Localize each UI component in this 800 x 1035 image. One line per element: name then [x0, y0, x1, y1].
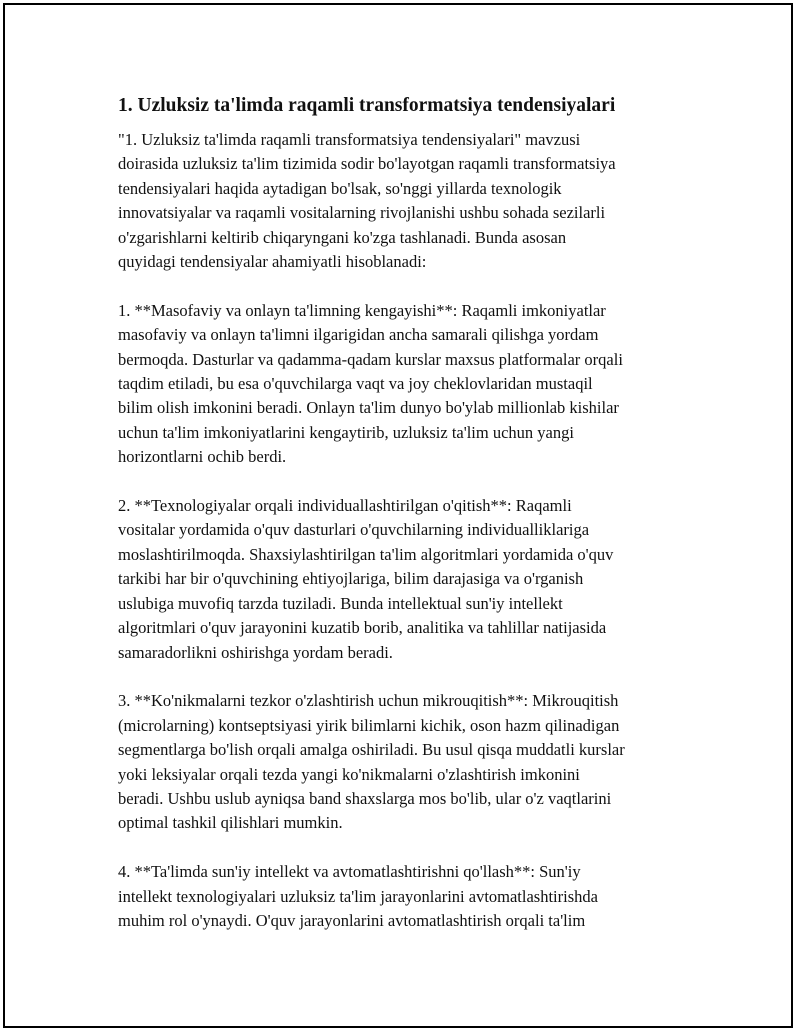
document-title: 1. Uzluksiz ta'limda raqamli transformatsiya tendensiyalari: [118, 95, 616, 116]
document-body: [118, 92, 708, 958]
paragraph-3: 3. **Ko'nikmalarni tezkor o'zlashtirish uchun mikrouqitish**: Mikrouqitish (microlarning) kontseptsiyasi yirik bilimlarni kichik, oson hazm qilinadigan segmentlarga bo'lish orqali amalga oshiriladi. Bu usul qisqa muddatli kurslar yoki leksiyalar orqali tezda yangi ko'nikmalarni o'zlashtirish imkonini beradi. Ushbu uslub ayniqsa band shaxslarga mos bo'lib, ular o'z vaqtlarini optimal tashkil qilishlari mumkin.: [118, 691, 625, 833]
paragraph-2: 2. **Texnologiyalar orqali individuallashtirilgan o'qitish**: Raqamli vositalar yordamida o'quv dasturlari o'quvchilarning individualliklariga moslashtirilmoqda. Shaxsiylashtirilgan ta'lim algoritmlari yordamida o'quv tarkibi har bir o'quvchining ehtiyojlariga, bilim darajasiga va o'rganish uslubiga muvofiq tarzda tuziladi. Bunda intellektual sun'iy intellekt algoritmlari o'quv jarayonini kuzatib borib, analitika va tahlillar natijasida samaradorlikni oshirishga yordam beradi.: [118, 496, 614, 662]
paragraph-1: 1. **Masofaviy va onlayn ta'limning kengayishi**: Raqamli imkoniyatlar masofaviy va onlayn ta'limni ilgarigidan ancha samarali qilishga yordam bermoqda. Dasturlar va qadamma-qadam kurslar maxsus platformalar orqali taqdim etiladi, bu esa o'quvchilarga vaqt va joy cheklovlaridan mustaqil bilim olish imkonini beradi. Onlayn ta'lim dunyo bo'ylab millionlab kishilar uchun ta'lim imkoniyatlarini kengaytirib, uzluksiz ta'lim uchun yangi horizontlarni ochib berdi.: [118, 300, 623, 467]
paragraph-4: 4. **Ta'limda sun'iy intellekt va avtomatlashtirishni qo'llash**: Sun'iy intellekt texnologiyalari uzluksiz ta'lim jarayonlarini avtomatlashtirishda muhim rol o'ynaydi. O'quv jarayonlarini avtomatlashtirish orqali ta'lim: [118, 862, 598, 930]
intro-paragraph: "1. Uzluksiz ta'limda raqamli transformatsiya tendensiyalari" mavzusi doirasida uzluksiz ta'lim tizimida sodir bo'layotgan raqamli transformatsiya tendensiyalari haqida aytadigan bo'lsak, so'nggi yillarda texnologik innovatsiyalar va raqamli vositalarning rivojlanishi ushbu sohada sezilarli o'zgarishlarni keltirib chiqaryngani ko'zga tashlanadi. Bunda asosan quyidagi tendensiyalar ahamiyatli hisoblanadi:: [118, 130, 616, 272]
